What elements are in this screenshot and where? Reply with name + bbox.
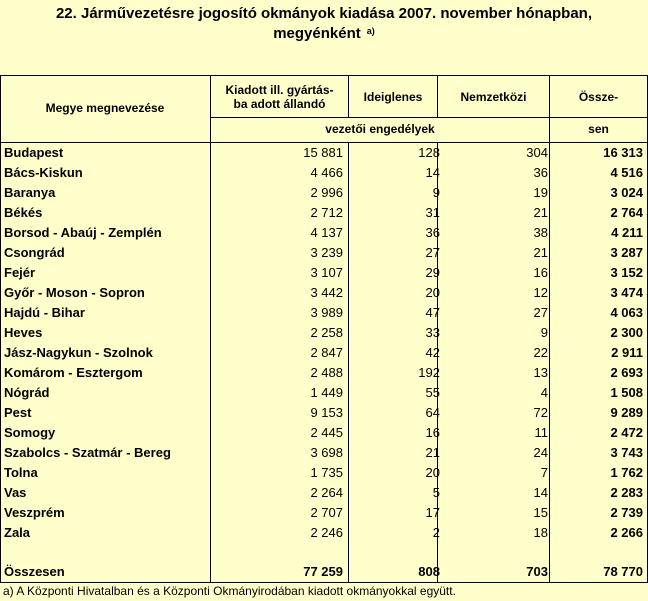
row-total: 2 283: [610, 485, 643, 500]
row-total: 1 508: [610, 385, 643, 400]
header-col1: Kiadott ill. gyártás- ba adott állandó: [225, 83, 334, 111]
table-row: [0, 403, 648, 423]
international-licenses: 72: [533, 405, 548, 420]
county-name: Tolna: [4, 465, 38, 480]
county-name: Veszprém: [4, 505, 65, 520]
row-total: 2 300: [610, 325, 643, 340]
title-line-1: 22. Járművezetésre jogosító okmányok kiadása 2007. november hónapban,: [55, 5, 593, 22]
permanent-licenses: 1 735: [310, 465, 343, 480]
county-name: Vas: [4, 485, 27, 500]
row-total: 3 152: [610, 265, 643, 280]
temporary-licenses: 64: [425, 405, 440, 420]
total-permanent: 77 259: [303, 564, 343, 579]
row-total: 2 911: [611, 345, 643, 360]
permanent-licenses: 2 258: [310, 325, 343, 340]
county-name: Zala: [4, 525, 31, 540]
international-licenses: 19: [533, 185, 548, 200]
table-row: [0, 523, 648, 543]
temporary-licenses: 21: [425, 445, 440, 460]
table-row: [0, 463, 648, 483]
temporary-licenses: 36: [425, 225, 440, 240]
permanent-licenses: 2 712: [310, 205, 343, 220]
header-county: Megye megnevezése: [45, 101, 165, 115]
county-name: Fejér: [4, 265, 36, 280]
international-licenses: 14: [533, 485, 548, 500]
international-licenses: 11: [534, 425, 548, 440]
total-sum: 78 770: [603, 564, 643, 579]
row-total: 2 693: [610, 365, 643, 380]
county-name: Hajdú - Bihar: [4, 305, 85, 320]
table-row: [0, 163, 648, 183]
row-total: 3 474: [610, 285, 643, 300]
table-row: [0, 503, 648, 523]
international-licenses: 9: [540, 325, 548, 340]
row-total: 2 764: [610, 205, 643, 220]
table-row: [0, 363, 648, 383]
permanent-licenses: 3 239: [310, 245, 343, 260]
table-row: [0, 283, 648, 303]
temporary-licenses: 20: [425, 465, 440, 480]
international-licenses: 36: [533, 165, 548, 180]
table-title: [0, 4, 648, 45]
temporary-licenses: 27: [425, 245, 440, 260]
table-row: [0, 203, 648, 223]
table-row: [0, 443, 648, 463]
table-row: [0, 423, 648, 443]
table-row: [0, 343, 648, 363]
header-col4-bottom: sen: [588, 122, 609, 136]
temporary-licenses: 42: [425, 345, 440, 360]
row-total: 4 516: [610, 165, 643, 180]
international-licenses: 21: [533, 205, 548, 220]
temporary-licenses: 31: [425, 205, 440, 220]
total-temporary: 808: [418, 564, 440, 579]
table-row: [0, 223, 648, 243]
row-total: 9 289: [610, 405, 643, 420]
county-name: Csongrád: [4, 245, 65, 260]
header-col3: Nemzetközi: [460, 90, 527, 104]
county-name: Borsod - Abaúj - Zemplén: [4, 225, 162, 240]
county-name: Heves: [4, 325, 43, 340]
international-licenses: 21: [533, 245, 548, 260]
international-licenses: 12: [533, 285, 548, 300]
county-name: Bács-Kiskun: [4, 165, 83, 180]
temporary-licenses: 47: [425, 305, 440, 320]
international-licenses: 4: [540, 385, 548, 400]
permanent-licenses: 2 264: [310, 485, 343, 500]
permanent-licenses: 3 698: [310, 445, 343, 460]
row-total: 3 287: [610, 245, 643, 260]
temporary-licenses: 192: [418, 365, 440, 380]
international-licenses: 27: [533, 305, 548, 320]
county-name: Győr - Moson - Sopron: [4, 285, 145, 300]
temporary-licenses: 17: [425, 505, 440, 520]
permanent-licenses: 15 881: [303, 145, 343, 160]
county-name: Jász-Nagykun - Szolnok: [4, 345, 153, 360]
temporary-licenses: 29: [425, 265, 440, 280]
permanent-licenses: 2 847: [310, 345, 343, 360]
table-row: [0, 263, 648, 283]
header-span: vezetői engedélyek: [325, 122, 435, 136]
total-label: Összesen: [4, 564, 65, 579]
county-name: Szabolcs - Szatmár - Bereg: [4, 445, 171, 460]
temporary-licenses: 33: [425, 325, 440, 340]
total-international: 703: [526, 564, 548, 579]
international-licenses: 13: [533, 365, 548, 380]
permanent-licenses: 3 107: [310, 265, 343, 280]
permanent-licenses: 2 996: [310, 185, 343, 200]
county-name: Komárom - Esztergom: [4, 365, 143, 380]
international-licenses: 18: [533, 525, 548, 540]
row-total: 16 313: [603, 145, 643, 160]
temporary-licenses: 16: [425, 425, 440, 440]
permanent-licenses: 9 153: [310, 405, 343, 420]
county-name: Pest: [4, 405, 32, 420]
permanent-licenses: 3 442: [310, 285, 343, 300]
permanent-licenses: 2 445: [310, 425, 343, 440]
county-name: Békés: [4, 205, 43, 220]
permanent-licenses: 1 449: [310, 385, 343, 400]
international-licenses: 24: [533, 445, 548, 460]
international-licenses: 15: [533, 505, 548, 520]
permanent-licenses: 3 989: [310, 305, 343, 320]
international-licenses: 22: [533, 345, 548, 360]
temporary-licenses: 128: [418, 145, 440, 160]
table-row: [0, 483, 648, 503]
table-row: [0, 143, 648, 163]
row-total: 4 211: [611, 225, 643, 240]
row-total: 3 743: [610, 445, 643, 460]
title-footnote-mark: a): [366, 26, 375, 36]
row-total: 4 063: [610, 305, 643, 320]
temporary-licenses: 20: [425, 285, 440, 300]
row-total: 2 739: [610, 505, 643, 520]
international-licenses: 16: [533, 265, 548, 280]
international-licenses: 38: [533, 225, 548, 240]
total-row: [0, 562, 648, 582]
row-total: 2 266: [610, 525, 643, 540]
table-row: [0, 183, 648, 203]
table-row: [0, 303, 648, 323]
temporary-licenses: 14: [425, 165, 440, 180]
footnote: a) A Központi Hivatalban és a Központi Okmányirodában kiadott okmányokkal együtt.: [3, 584, 456, 598]
permanent-licenses: 4 466: [310, 165, 343, 180]
permanent-licenses: 4 137: [310, 225, 343, 240]
header-col4-top: Össze-: [578, 90, 619, 104]
table-row: [0, 323, 648, 343]
county-name: Somogy: [4, 425, 56, 440]
temporary-licenses: 55: [425, 385, 440, 400]
permanent-licenses: 2 488: [310, 365, 343, 380]
temporary-licenses: 2: [432, 525, 440, 540]
permanent-licenses: 2 246: [310, 525, 343, 540]
county-name: Budapest: [4, 145, 64, 160]
table-row: [0, 383, 648, 403]
row-total: 3 024: [610, 185, 643, 200]
county-name: Nógrád: [4, 385, 50, 400]
header-col2: Ideiglenes: [363, 90, 423, 104]
permanent-licenses: 2 707: [310, 505, 343, 520]
title-line-2: megyénként $^{a)}$: [273, 25, 375, 42]
row-total: 1 762: [610, 465, 643, 480]
county-name: Baranya: [4, 185, 56, 200]
international-licenses: 304: [526, 145, 548, 160]
temporary-licenses: 9: [432, 185, 440, 200]
temporary-licenses: 5: [432, 485, 440, 500]
international-licenses: 7: [540, 465, 548, 480]
table-row: [0, 243, 648, 263]
row-total: 2 472: [610, 425, 643, 440]
